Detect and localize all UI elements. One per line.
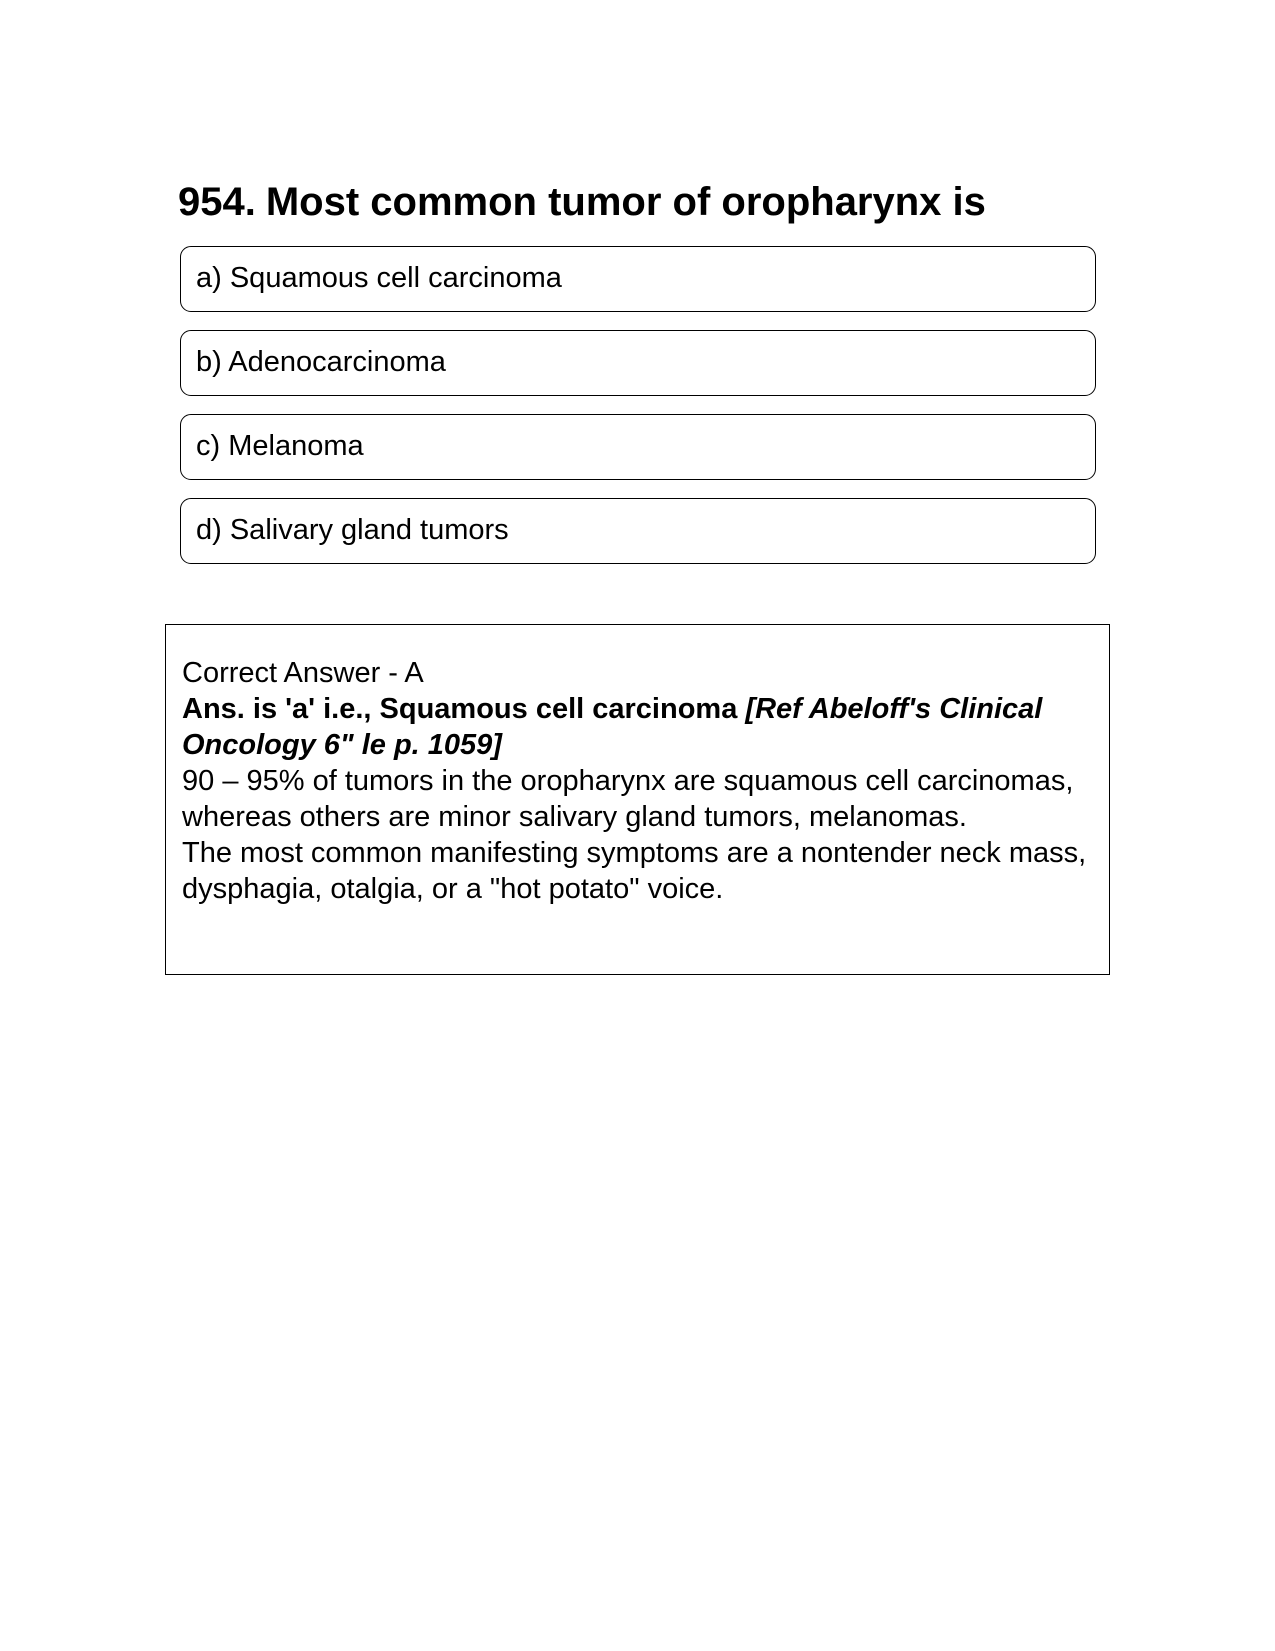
correct-answer-line: Correct Answer - A [182,657,424,689]
option-c[interactable]: c) Melanoma [180,414,1096,480]
answer-reference: [Ref Abeloff's Clinical Oncology 6" le p. 1059] [182,693,1043,761]
option-b[interactable]: b) Adenocarcinoma [180,330,1096,396]
answer-statement: Ans. is 'a' i.e., Squamous cell carcinoma [182,693,738,725]
answer-explanation-heading [182,691,1094,763]
explanation-paragraph-2: The most common manifesting symptoms are a nontender neck mass, dysphagia, otalgia, or a "hot potato" voice. [182,837,1087,905]
question-title [178,178,986,226]
explanation-paragraph-1: 90 – 95% of tumors in the oropharynx are squamous cell carcinomas, whereas others are minor salivary gland tumors, melanomas. [182,765,1074,833]
answer-box [165,624,1110,975]
question-number: 954. [178,180,256,224]
question-text: Most common tumor of oropharynx is [265,180,986,224]
option-d[interactable]: d) Salivary gland tumors [180,498,1096,564]
option-a[interactable]: a) Squamous cell carcinoma [180,246,1096,312]
